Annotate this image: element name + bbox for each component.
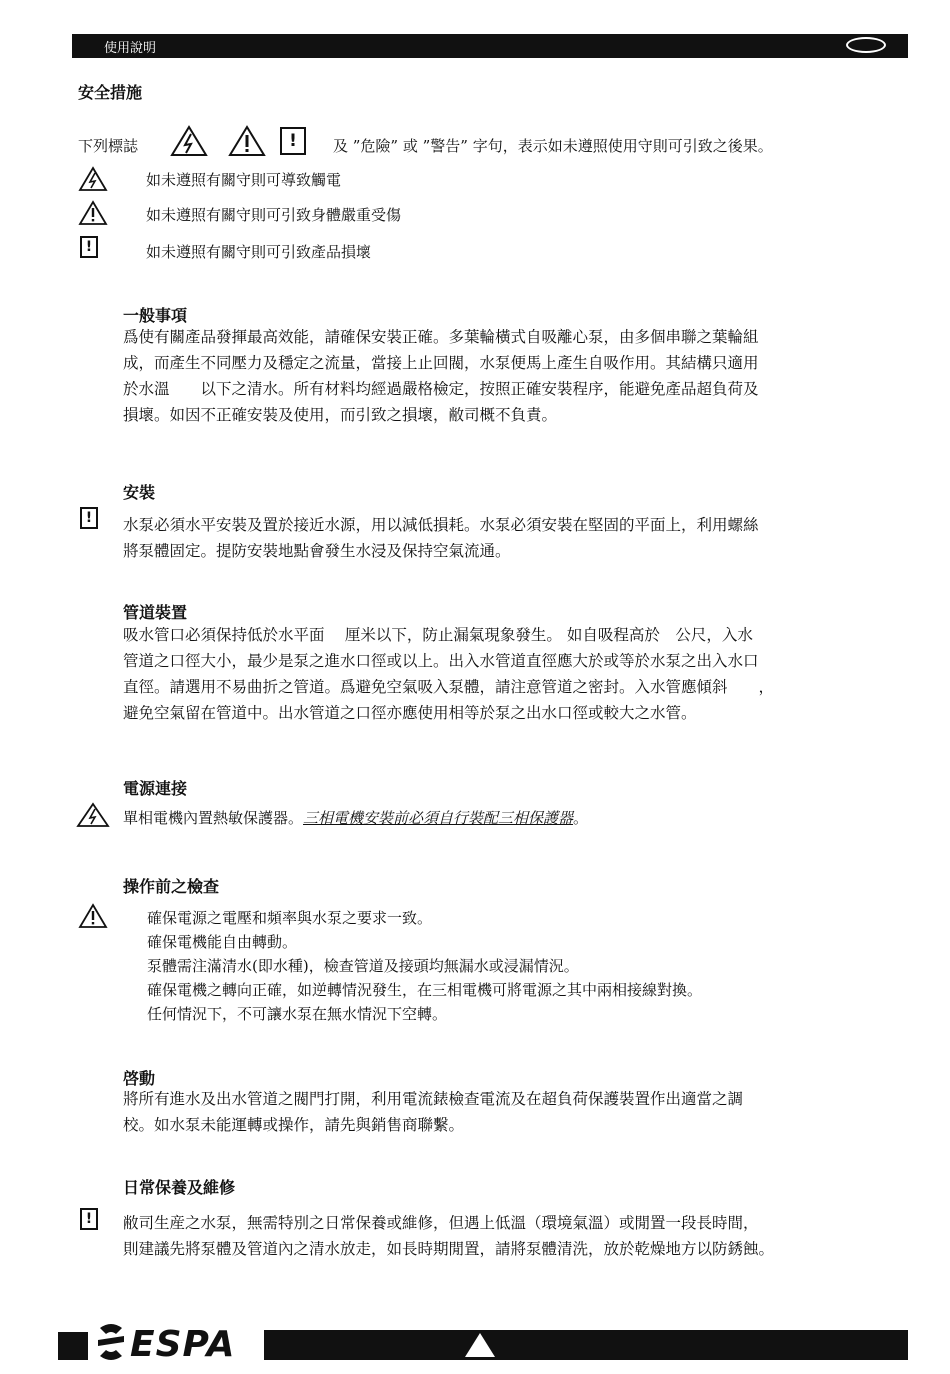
general-line-3: 於水溫 以下之清水。所有材料均經過嚴格檢定，按照正確安裝程序，能避免產品超負荷及 — [123, 380, 759, 398]
maintenance-text — [123, 1210, 915, 1262]
danger-triangle-icon — [78, 200, 108, 226]
precheck-item: 確保電源之電壓和頻率與水泵之要求一致。 — [147, 909, 433, 927]
header-title: 使用說明 — [104, 41, 157, 56]
general-title: 一般事項 — [123, 306, 188, 325]
piping-title: 管道裝置 — [123, 603, 188, 622]
general-line-2: 成，而產生不同壓力及穩定之流量，當接上止回閥，水泵便馬上產生自吸作用。其結構只適用 — [123, 354, 759, 372]
precheck-list — [147, 906, 702, 1026]
piping-line-4: 避免空氣留在管道中。出水管道之口徑亦應使用相等於泵之出水口徑或較大之水管。 — [123, 704, 697, 722]
start-title: 啓動 — [123, 1069, 156, 1088]
piping-line-1: 吸水管口必須保持低於水平面 厘米以下，防止漏氣現象發生。 如自吸程高於 公尺，入水 — [123, 626, 753, 644]
precheck-item: 任何情況下，不可讓水泵在無水情況下空轉。 — [147, 1005, 448, 1023]
install-line-1: 水泵必須水平安裝及置於接近水源，用以減低損耗。水泵必須安裝在堅固的平面上，利用螺絲 — [123, 516, 759, 534]
up-arrow-icon — [465, 1333, 495, 1357]
footer-brand: ESPA — [130, 1324, 236, 1365]
electric-hazard-icon — [76, 802, 110, 828]
piping-line-3: 直徑。請選用不易曲折之管道。爲避免空氣吸入泵體，請注意管道之密封。入水管應傾斜 ， — [123, 678, 775, 696]
install-title: 安裝 — [123, 483, 156, 502]
electric-hazard-icon — [170, 125, 208, 157]
footer-square — [58, 1332, 88, 1360]
precheck-title: 操作前之檢查 — [123, 877, 220, 896]
warning-box-icon: ! — [280, 127, 306, 155]
power-text-plain: 單相電機內置熱敏保護器。 — [123, 809, 304, 827]
header-oval-icon — [846, 37, 886, 53]
espa-logo-icon — [94, 1322, 128, 1362]
electric-hazard-icon — [78, 166, 108, 192]
maintenance-line-2: 則建議先將泵體及管道內之清水放走，如長時期閒置，請將泵體清洗，放於乾燥地方以防銹蝕。 — [123, 1240, 775, 1258]
power-text — [123, 806, 588, 830]
safety-intro-prefix: 下列標誌 — [78, 137, 139, 155]
warning-box-icon: ! — [80, 236, 98, 258]
start-line-2: 校。如水泵未能運轉或操作，請先與銷售商聯繫。 — [123, 1116, 465, 1134]
danger-triangle-icon — [78, 903, 108, 929]
safety-item-damage: 如未遵照有關守則可引致產品損壞 — [146, 243, 372, 261]
power-text-underlined: 三相電機安裝前必須自行裝配三相保護器 — [303, 809, 574, 827]
install-text — [123, 512, 913, 564]
piping-text — [123, 622, 913, 726]
piping-line-2: 管道之口徑大小，最少是泵之進水口徑或以上。出入水管道直徑應大於或等於水泵之出入水口 — [123, 652, 759, 670]
power-title: 電源連接 — [123, 779, 188, 798]
start-line-1: 將所有進水及出水管道之閥門打開，利用電流錶檢查電流及在超負荷保護裝置作出適當之調 — [123, 1090, 744, 1108]
general-line-4: 損壞。如因不正確安裝及使用，而引致之損壞，敝司概不負責。 — [123, 406, 558, 424]
precheck-item: 確保電機之轉向正確，如逆轉情況發生，在三相電機可將電源之其中兩相接線對換。 — [147, 981, 703, 999]
header-bar — [72, 34, 908, 58]
danger-triangle-icon — [228, 125, 266, 157]
general-text — [123, 324, 913, 428]
maintenance-title: 日常保養及維修 — [123, 1178, 236, 1197]
maintenance-line-1: 敝司生産之水泵，無需特別之日常保養或維修，但遇上低溫（環境氣溫）或閒置一段長時間， — [123, 1214, 759, 1232]
safety-item-electric: 如未遵照有關守則可導致觸電 — [146, 171, 342, 189]
warning-box-icon: ! — [80, 507, 98, 529]
general-line-1: 爲使有關產品發揮最高效能，請確保安裝正確。多葉輪橫式自吸離心泵，由多個串聯之葉輪組 — [123, 328, 759, 346]
footer-bar — [264, 1330, 908, 1360]
precheck-item: 泵體需注滿清水(即水種)，檢查管道及接頭均無漏水或浸漏情況。 — [147, 957, 579, 975]
start-text — [123, 1086, 913, 1138]
safety-item-injury: 如未遵照有關守則可引致身體嚴重受傷 — [146, 206, 402, 224]
install-line-2: 將泵體固定。提防安裝地點會發生水浸及保持空氣流通。 — [123, 542, 511, 560]
precheck-item: 確保電機能自由轉動。 — [147, 933, 298, 951]
safety-intro-suffix: 及 ”危險” 或 ”警告” 字句，表示如未遵照使用守則可引致之後果。 — [333, 137, 773, 155]
power-text-end: 。 — [573, 809, 589, 827]
safety-title: 安全措施 — [78, 83, 143, 102]
warning-box-icon: ! — [80, 1208, 98, 1230]
